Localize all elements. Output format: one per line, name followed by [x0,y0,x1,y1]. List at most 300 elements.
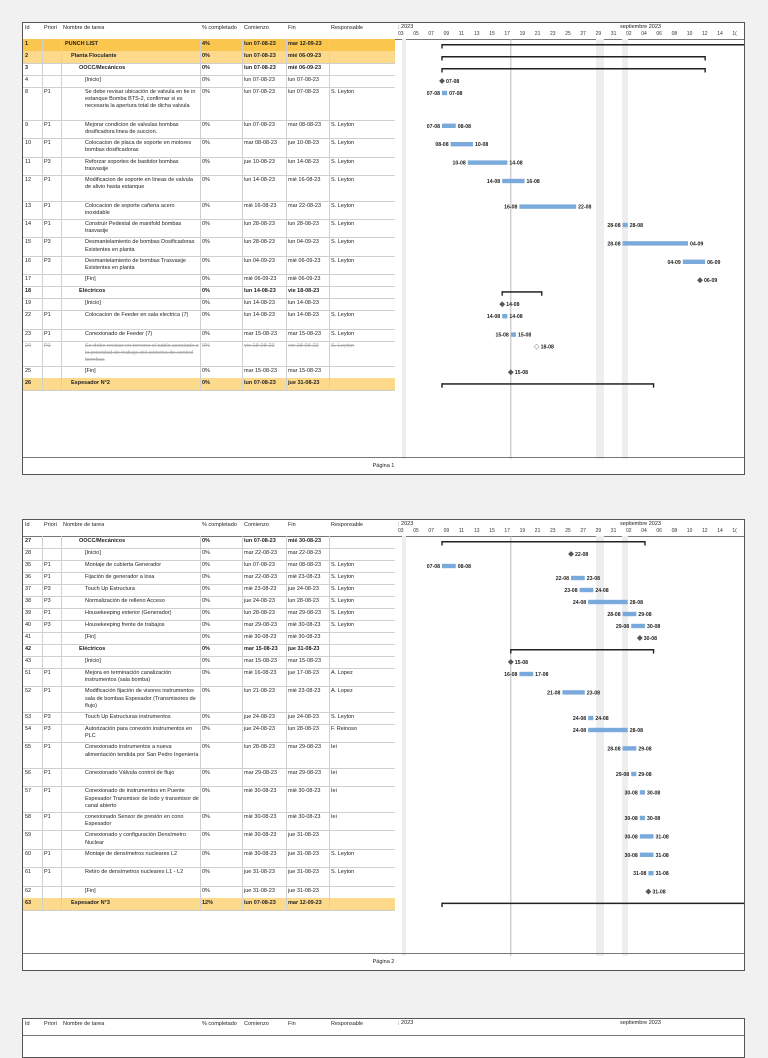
cell-end: mié 06-09-23 [288,65,322,71]
cell-end: mar 29-08-23 [288,744,322,751]
timescale-left-label: ; 2023 [398,24,414,30]
cell-pct: 0% [202,257,210,264]
bar-date-label: 24-08 [595,588,609,594]
task-bar [640,834,654,838]
bar-date-label: 10-08 [452,160,466,167]
cell-start: lun 28-08-23 [244,221,275,227]
bar-date-label: 14-08 [509,160,523,167]
cell-start: mar 22-08-23 [244,574,278,580]
table-row[interactable] [23,87,395,121]
cell-priority: P1 [44,814,51,820]
cell-start: lun 14-08-23 [244,300,275,307]
cell-start: lun 14-08-23 [244,288,276,295]
cell-name: Conexionado de instrumentos en Puente Espesador Transmisor de lodo y transmisor de canal abierto [85,788,199,809]
cell-id: 43 [25,658,32,664]
cell-priority: P1 [44,89,51,95]
table-row[interactable] [23,256,395,275]
cell-end: mar 12-09-23 [288,899,322,906]
cell-name: [Inicio] [85,658,101,664]
summary-bar-end [644,541,645,546]
cell-pct: 0% [202,788,210,795]
nonworking-band [622,536,628,956]
cell-start: lun 14-08-23 [244,312,275,319]
cell-start: lun 07-08-23 [244,899,276,906]
gantt-svg [395,536,744,956]
summary-bar-end [441,541,442,546]
cell-priority: P3 [44,598,51,604]
cell-id: 58 [25,814,32,820]
table-row[interactable] [23,120,395,139]
cell-pct: 0% [202,276,210,283]
cell-end: lun 04-09-23 [288,239,319,246]
cell-start: vie 18-08-23 [244,342,275,349]
cell-start: lun 07-08-23 [244,53,276,59]
bar-date-label: 23-08 [586,576,601,582]
cell-start: lun 07-08-23 [244,121,275,128]
table-row[interactable] [23,219,395,238]
cell-end: lun 28-08-23 [288,221,319,227]
bar-date-label: 08-08 [435,142,449,149]
cell-id: 13 [25,202,32,209]
cell-end: mié 23-08-23 [288,574,321,580]
nonworking-band [402,39,406,459]
cell-start: lun 28-08-23 [244,610,275,616]
table-row[interactable] [23,138,395,157]
timescale-day-label: 23 [550,31,556,37]
bar-date-label: 29-08 [615,772,630,778]
cell-pct: 0% [202,538,210,544]
column-divider [42,536,43,910]
cell-pct: 0% [202,574,210,580]
col-id-header: Id [25,1021,30,1027]
cell-name: [Fin] [85,276,96,283]
bar-date-label: 24-08 [572,716,587,722]
cell-start: jue 24-08-23 [244,598,275,604]
cell-end: lun 14-08-23 [288,158,319,165]
summary-bar-end [653,649,654,654]
cell-id: 56 [25,770,32,776]
timescale-day-label: 06 [656,31,662,37]
column-divider [61,536,62,910]
table-row[interactable] [23,742,395,769]
cell-start: mié 30-08-23 [244,832,277,839]
cell-priority: P1 [44,202,51,209]
cell-priority: P1 [44,670,51,676]
bar-date-label: 30-08 [646,816,661,822]
summary-bar-end [704,68,705,73]
task-bar [588,600,628,604]
cell-id: 53 [25,714,32,720]
timescale-day-label: 21 [534,31,541,37]
task-bar [588,716,593,720]
cell-start: lun 07-08-23 [244,538,276,544]
cell-resource: S. Leyton [331,869,355,876]
table-header [23,23,744,40]
cell-name: Colocacion de Feeder en sala electrica (7) [85,312,189,319]
timescale-day-label: 19 [519,31,526,37]
cell-resource: S. Leyton [331,239,355,246]
cell-end: mié 30-08-23 [288,622,321,628]
cell-end: jue 31-08-23 [288,850,319,857]
cell-priority: P1 [44,330,51,337]
milestone-marker [637,636,642,641]
cell-end: mar 22-08-23 [288,550,322,556]
bar-date-label: 04-09 [667,259,681,266]
cell-end: jue 10-08-23 [288,140,319,147]
table-row[interactable] [23,175,395,202]
cell-id: 28 [25,550,32,556]
cell-id: 11 [25,158,31,165]
cell-name: Fijación de generador a losa [85,574,155,580]
timescale-day-label: 10 [686,31,693,37]
task-bar [519,204,576,208]
bar-date-label: 14-08 [486,179,501,185]
cell-start: jue 31-08-23 [244,887,275,894]
timescale-day-label: 29 [595,528,602,534]
cell-start: mar 15-08-23 [244,658,278,664]
cell-name: Touch Up Estructuras instrumentos [85,714,171,720]
cell-start: jue 24-08-23 [244,726,275,732]
cell-id: 1 [25,41,29,47]
cell-start: mar 08-08-23 [244,140,278,147]
timescale-day-label: 15 [489,31,495,37]
cell-priority: P1 [44,610,51,616]
cell-priority: P1 [44,342,51,349]
cell-start: mié 30-08-23 [244,850,277,857]
cell-pct: 0% [202,300,210,307]
table-row[interactable] [23,378,395,391]
col-id-header: Id [25,25,30,31]
bar-date-label: 29-08 [615,624,630,630]
bar-date-label: 30-08 [624,816,638,822]
cell-name: Housekeeping exterior (Generador) [85,610,172,616]
cell-start: lun 28-08-23 [244,744,275,751]
cell-name: Colocacion de soporte cañeria acero inoxidable [85,202,175,216]
cell-resource: S. Leyton [331,177,355,183]
timescale-day-label: 14 [717,31,723,37]
cell-id: 36 [25,574,32,580]
table-header [23,520,744,537]
table-row[interactable] [23,341,395,368]
cell-id: 3 [25,65,29,71]
timescale-day-label: 06 [656,528,662,534]
table-row[interactable] [23,157,395,176]
summary-bar [442,383,654,385]
col-start-header: Comienzo [244,25,269,31]
cell-id: 17 [25,276,32,283]
timescale-day-label: 03 [398,528,404,534]
cell-resource: Iei [331,814,337,820]
cell-resource: S. Leyton [331,330,355,337]
cell-start: jue 10-08-23 [244,158,275,165]
cell-priority: P1 [44,221,51,227]
timescale-day-label: 25 [565,31,571,37]
cell-pct: 0% [202,714,210,720]
cell-resource: S. Leyton [331,312,355,319]
timescale-day-label: 11 [458,528,464,534]
bar-date-label: 28-08 [607,241,621,248]
milestone-marker [500,302,505,307]
cell-name: [Inicio] [85,300,101,307]
cell-id: 14 [25,221,32,227]
cell-resource: S. Leyton [331,586,355,592]
cell-pct: 0% [202,744,210,751]
task-bar [519,672,533,676]
cell-priority: P3 [44,239,51,246]
cell-resource: S. Leyton [331,610,355,616]
cell-priority: P3 [44,586,51,592]
milestone-marker [698,278,703,283]
cell-start: mié 16-08-23 [244,670,277,676]
nonworking-band [596,536,604,956]
cell-end: jue 31-08-23 [288,380,320,387]
bar-date-label: 21-08 [547,690,561,697]
cell-id: 35 [25,562,32,568]
bar-date-label: 31-08 [655,871,669,878]
cell-priority: P1 [44,869,51,876]
cell-name: Modificación fijación de visores instrumentos sala de bombas Espesador (Transmisores de flujo) [85,688,196,709]
table-row[interactable] [23,768,395,787]
cell-start: lun 07-08-23 [244,89,275,95]
cell-pct: 0% [202,121,210,128]
cell-id: 52 [25,688,32,695]
bar-date-label: 22-08 [578,204,592,211]
table-row[interactable] [23,830,395,849]
table-row[interactable] [23,668,395,687]
cell-start: lun 21-08-23 [244,688,275,695]
col-name-header: Nombre de tarea [63,25,105,31]
cell-name: Conexionado y configuración Densímetro Nuclear [85,832,186,846]
timescale-left-label: ; 2023 [398,1020,414,1026]
gantt-page-2 [22,519,745,971]
bar-date-label: 29-08 [638,772,652,778]
col-priority-header: Priori [44,25,57,31]
timescale-day-label: 10 [686,528,693,534]
cell-id: 27 [25,538,32,544]
timescale-day-label: 15 [489,528,495,534]
cell-pct: 0% [202,832,210,839]
cell-start: mié 23-08-23 [244,586,277,592]
bar-date-label: 23-08 [586,690,601,697]
summary-bar [442,903,744,905]
col-name-header: Nombre de tarea [63,1021,105,1027]
col-start-header: Comienzo [244,522,269,528]
page-footer: Página 1 [23,457,744,474]
bar-date-label: 16-08 [504,672,518,678]
milestone-marker [646,889,651,894]
cell-priority: P1 [44,121,51,128]
cell-resource: S. Leyton [331,140,355,147]
bar-date-label: 14-08 [506,302,520,309]
bar-date-label: 24-08 [595,716,609,722]
table-row[interactable] [23,237,395,256]
cell-resource: A. Lopez [331,670,353,676]
col-pct-header: % completado [202,1021,237,1027]
bar-date-label: 31-08 [655,852,669,859]
cell-end: lun 07-08-23 [288,89,319,95]
cell-id: 59 [25,832,32,839]
col-pct-header: % completado [202,25,237,31]
timescale-day-label: 25 [565,528,571,534]
cell-name: Montaje de cubierta Generador [85,562,162,568]
cell-start: mié 30-08-23 [244,788,277,795]
cell-pct: 0% [202,342,210,349]
bar-date-label: 07-08 [426,564,440,570]
bar-date-label: 28-08 [607,223,621,229]
bar-date-label: 30-08 [646,790,661,797]
cell-pct: 0% [202,814,210,820]
cell-start: lun 07-08-23 [244,77,275,83]
cell-name: Conexionado de Feeder (7) [85,330,153,337]
cell-end: vie 18-08-23 [288,342,319,349]
table-row[interactable] [23,724,395,743]
cell-pct: 0% [202,89,210,95]
nonworking-band [622,39,628,459]
cell-name: Retiro de densímetros nucleares L1 - L2 [85,869,184,876]
cell-name: Colocacion de placa de soporte en motores bombas dosificadoras [85,140,192,154]
cell-id: 37 [25,586,32,592]
column-divider [286,39,287,390]
bar-date-label: 06-09 [704,278,718,285]
summary-bar [442,541,645,543]
summary-bar-end [441,903,442,908]
cell-end: mar 15-08-23 [288,368,322,375]
cell-end: jue 31-08-23 [288,869,319,876]
cell-name: Espesador N°2 [71,380,110,387]
task-bar [640,853,654,857]
column-divider [200,536,201,910]
task-bar [623,241,688,245]
timescale-day-label: 14 [717,528,723,534]
cell-name: Se debe revisar en terreno el cable asociado a la prioridad de trabajo del sistema de control bombas [85,342,199,363]
bar-date-label: 15-08 [514,370,529,377]
cell-id: 38 [25,598,32,604]
cell-name: Mejorar condicion de valvulas bombas dosificadora linea de succion. [85,121,179,135]
cell-id: 42 [25,646,32,652]
summary-bar-end [510,649,511,654]
task-bar [631,772,636,776]
table-row[interactable] [23,686,395,713]
cell-name: Eléctricos [79,646,106,652]
timescale-left-label: ; 2023 [398,521,414,527]
cell-end: lun 07-08-23 [288,77,319,83]
cell-start: lun 14-08-23 [244,177,275,183]
task-bar [502,314,507,318]
cell-end: mar 12-09-23 [288,41,322,47]
table-row[interactable] [23,310,395,329]
timescale-day-label: 23 [550,528,556,534]
milestone-marker [440,79,445,84]
cell-name: Normalización de relleno Acceso [85,598,165,604]
task-bar [562,690,584,694]
cell-name: Touch Up Estructura [85,586,135,592]
cell-name: Housekeeping frente de trabajos [85,622,165,628]
cell-pct: 0% [202,288,210,295]
cell-priority: P1 [44,140,51,147]
cell-end: lun 14-08-23 [288,312,319,319]
cell-end: mar 22-08-23 [288,202,322,209]
timescale-day-label: 27 [580,528,586,534]
nonworking-band [402,536,406,956]
cell-pct: 0% [202,610,210,616]
task-bar [648,871,653,875]
cell-id: 23 [25,330,32,337]
bar-date-label: 31-08 [633,871,647,878]
cell-end: mié 06-09-23 [288,257,321,264]
cell-id: 8 [25,89,29,95]
summary-bar [442,44,744,46]
task-bar [468,160,508,164]
cell-priority: P3 [44,622,51,628]
cell-end: mar 29-08-23 [288,770,322,776]
task-bar [623,612,637,616]
cell-pct: 0% [202,688,210,695]
table-row[interactable] [23,786,395,813]
table-row[interactable] [23,201,395,220]
cell-start: mar 29-08-23 [244,770,278,776]
bar-date-label: 07-08 [449,91,463,97]
cell-resource: S. Leyton [331,342,355,349]
cell-start: jue 24-08-23 [244,714,275,720]
table-header [23,1019,744,1036]
cell-name: [Inicio] [85,550,101,556]
table-row[interactable] [23,812,395,831]
cell-pct: 12% [202,899,214,906]
table-row[interactable] [23,898,395,911]
cell-resource: S. Leyton [331,598,355,604]
cell-id: 62 [25,887,32,894]
cell-pct: 0% [202,562,210,568]
milestone-marker [569,552,574,557]
task-bar [451,142,473,146]
nonworking-band [596,39,604,459]
bar-date-label: 29-08 [638,612,652,618]
cell-priority: P3 [44,726,51,732]
cell-pct: 0% [202,598,210,604]
column-divider [329,39,330,390]
bar-date-label: 14-08 [509,314,523,321]
cell-pct: 4% [202,41,210,47]
bar-date-label: 14-08 [486,314,501,321]
timescale-day-label: 04 [641,528,647,534]
cell-resource: S. Leyton [331,158,355,165]
cell-start: mar 29-08-23 [244,622,278,628]
bar-date-label: 22-08 [575,552,589,558]
summary-bar-end [502,291,503,296]
cell-pct: 0% [202,221,210,227]
inactive-milestone [534,344,539,349]
timescale-day-label: 12 [702,31,708,37]
milestone-marker [508,660,513,665]
timescale-day-label: 04 [641,31,647,37]
bar-date-label: 16-08 [504,204,518,211]
timescale-right-label: septiembre 2023 [620,521,661,527]
timescale-day-label: 05 [413,31,419,37]
cell-pct: 0% [202,239,210,246]
summary-bar [511,649,654,651]
cell-pct: 0% [202,368,210,375]
timescale-day-label: 1( [732,528,737,534]
column-divider [61,39,62,390]
table-row[interactable] [23,849,395,868]
col-priority-header: Priori [44,522,57,528]
task-bar [623,223,628,227]
table-row[interactable] [23,867,395,886]
cell-start: lun 07-08-23 [244,380,276,387]
bar-date-label: 31-08 [652,889,666,896]
cell-name: Planta Floculante [71,53,117,59]
bar-date-label: 10-08 [474,142,489,149]
